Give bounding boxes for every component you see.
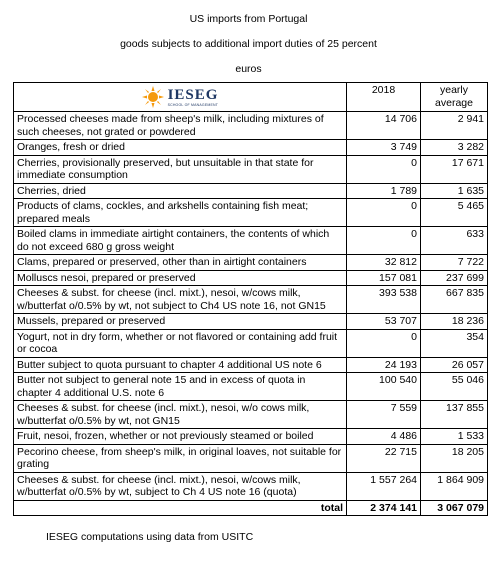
- table-row: [14, 255, 488, 271]
- table-row: [14, 329, 488, 357]
- table-row: [14, 472, 488, 500]
- product-cell: Boiled clams in immediate airtight containers, the contents of which do not exceed 680 g gross weight: [14, 227, 347, 255]
- yearly-average-cell: 354: [421, 329, 488, 357]
- sun-icon: [142, 86, 164, 108]
- ieseg-logo: [17, 84, 343, 110]
- yearly-average-cell: 237 699: [421, 270, 488, 286]
- page-subtitle: goods subjects to additional import duties of 25 percent: [120, 38, 377, 50]
- imports-table: [13, 82, 488, 516]
- yearly-average-cell: 3 282: [421, 140, 488, 156]
- value-2018-cell: 0: [347, 329, 421, 357]
- logo-cell: [14, 83, 347, 112]
- table-row: [14, 155, 488, 183]
- value-2018-cell: 3 749: [347, 140, 421, 156]
- table-row: [14, 270, 488, 286]
- value-2018-cell: 22 715: [347, 444, 421, 472]
- value-2018-cell: 4 486: [347, 429, 421, 445]
- value-2018-cell: 53 707: [347, 314, 421, 330]
- product-cell: Cherries, dried: [14, 183, 347, 199]
- value-2018-cell: 0: [347, 199, 421, 227]
- value-2018-cell: 393 538: [347, 286, 421, 314]
- table-row: [14, 444, 488, 472]
- table-row: [14, 227, 488, 255]
- total-yearly-average: 3 067 079: [421, 500, 488, 516]
- value-2018-cell: 157 081: [347, 270, 421, 286]
- yearly-average-cell: 1 635: [421, 183, 488, 199]
- page-title: US imports from Portugal: [189, 13, 308, 25]
- yearly-average-cell: 137 855: [421, 401, 488, 429]
- yearly-average-cell: 18 236: [421, 314, 488, 330]
- yearly-average-cell: 1 533: [421, 429, 488, 445]
- table-row: [14, 286, 488, 314]
- value-2018-cell: 0: [347, 227, 421, 255]
- product-cell: Butter not subject to general note 15 and in excess of quota in chapter 4 additional U.S. note 6: [14, 373, 347, 401]
- product-cell: Clams, prepared or preserved, other than in airtight containers: [14, 255, 347, 271]
- value-2018-cell: 7 559: [347, 401, 421, 429]
- product-cell: Yogurt, not in dry form, whether or not flavored or containing add fruit or cocoa: [14, 329, 347, 357]
- value-2018-cell: 14 706: [347, 112, 421, 140]
- product-cell: Cheeses & subst. for cheese (incl. mixt.), nesoi, w/cows milk, w/butterfat o/0.5% by wt, not subject to Ch4 US note 16, not GN15: [14, 286, 347, 314]
- yearly-average-cell: 55 046: [421, 373, 488, 401]
- col-header-2018: 2018: [347, 83, 421, 112]
- product-cell: Molluscs nesoi, prepared or preserved: [14, 270, 347, 286]
- table-row: [14, 183, 488, 199]
- table-row: [14, 357, 488, 373]
- total-row: [14, 500, 488, 516]
- yearly-average-cell: 2 941: [421, 112, 488, 140]
- header-row: [14, 83, 488, 112]
- col-header-yearly-average: yearly average: [421, 83, 488, 112]
- product-cell: Mussels, prepared or preserved: [14, 314, 347, 330]
- product-cell: Cheeses & subst. for cheese (incl. mixt.), nesoi, w/o cows milk, w/butterfat o/0.5% by wt, not GN15: [14, 401, 347, 429]
- table-row: [14, 401, 488, 429]
- table-row: [14, 373, 488, 401]
- product-cell: Butter subject to quota pursuant to chapter 4 additional US note 6: [14, 357, 347, 373]
- logo-name: IESEG: [167, 87, 219, 103]
- product-cell: Cherries, provisionally preserved, but unsuitable in that state for immediate consumption: [14, 155, 347, 183]
- yearly-average-cell: 667 835: [421, 286, 488, 314]
- product-cell: Products of clams, cockles, and arkshells containing fish meat; prepared meals: [14, 199, 347, 227]
- source-note: IESEG computations using data from USITC: [46, 531, 254, 543]
- unit-label: euros: [235, 63, 262, 75]
- table-row: [14, 429, 488, 445]
- product-cell: Fruit, nesoi, frozen, whether or not previously steamed or boiled: [14, 429, 347, 445]
- value-2018-cell: 0: [347, 155, 421, 183]
- product-cell: Pecorino cheese, from sheep's milk, in original loaves, not suitable for grating: [14, 444, 347, 472]
- total-label: total: [14, 500, 347, 516]
- table-row: [14, 140, 488, 156]
- yearly-average-cell: 1 864 909: [421, 472, 488, 500]
- value-2018-cell: 32 812: [347, 255, 421, 271]
- yearly-average-cell: 26 057: [421, 357, 488, 373]
- value-2018-cell: 24 193: [347, 357, 421, 373]
- value-2018-cell: 100 540: [347, 373, 421, 401]
- yearly-average-cell: 18 205: [421, 444, 488, 472]
- table-row: [14, 314, 488, 330]
- product-cell: Processed cheeses made from sheep's milk, including mixtures of such cheeses, not grated or powdered: [14, 112, 347, 140]
- product-cell: Cheeses & subst. for cheese (incl. mixt.), nesoi, w/cows milk, w/butterfat o/0.5% by wt, subject to Ch 4 US note 16 (quota): [14, 472, 347, 500]
- product-cell: Oranges, fresh or dried: [14, 140, 347, 156]
- yearly-average-cell: 633: [421, 227, 488, 255]
- value-2018-cell: 1 557 264: [347, 472, 421, 500]
- value-2018-cell: 1 789: [347, 183, 421, 199]
- yearly-average-cell: 17 671: [421, 155, 488, 183]
- yearly-average-cell: 7 722: [421, 255, 488, 271]
- table-row: [14, 199, 488, 227]
- yearly-average-cell: 5 465: [421, 199, 488, 227]
- table-row: [14, 112, 488, 140]
- total-2018: 2 374 141: [347, 500, 421, 516]
- logo-tagline: SCHOOL OF MANAGEMENT: [167, 103, 219, 107]
